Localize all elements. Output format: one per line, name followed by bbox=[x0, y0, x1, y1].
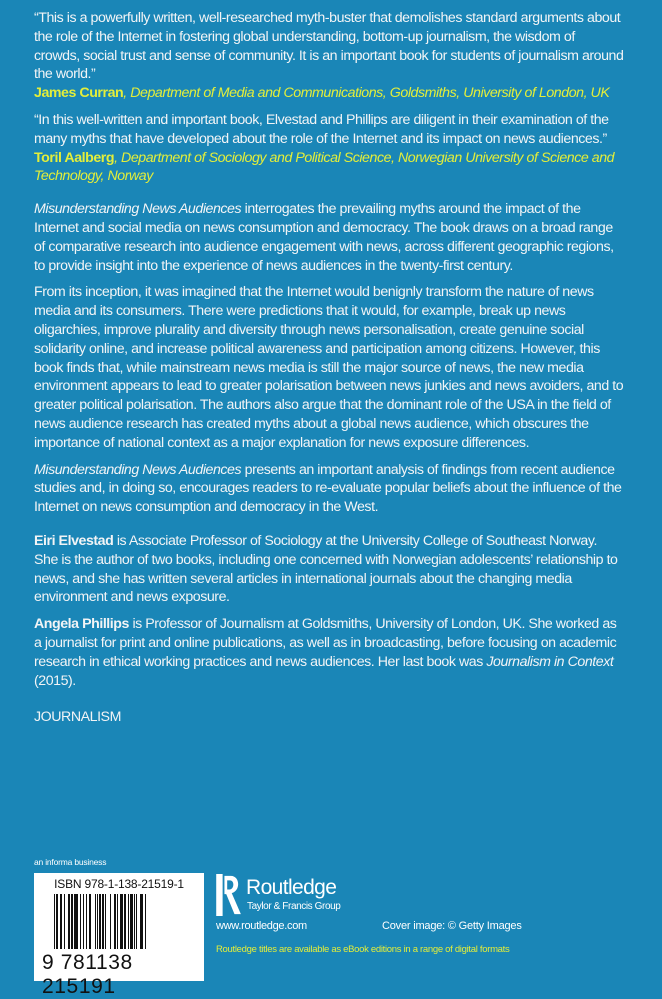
routledge-r-icon bbox=[216, 874, 242, 916]
barcode-gap bbox=[146, 894, 147, 949]
cover-credit: Cover image: © Getty Images bbox=[382, 920, 522, 932]
barcode-bars bbox=[54, 894, 189, 949]
quote-1 bbox=[34, 9, 624, 103]
book-title: Misunderstanding News Audiences bbox=[34, 461, 242, 478]
description-p2-text: From its inception, it was imagined that the Internet would benignly transform the nature of news media and its consumers. There were predictions that it would, for example, break up news oligarchies, improve plurality and diversity through news personalisation, create genuine social solidarity online, and increase political awareness and participation among citizens. However, this book finds that, while mainstream news media is still the major source of news, the new media environment appears to lead to greater polarisation between news junkies and news avoiders, and to greater political polarisation. The authors also argue that the dominant role of the USA in the field of news audience research has created myths about a global news audience, which obscures the importance of national context as a major explanation for news exposure differences. bbox=[34, 284, 624, 451]
ebook-note: Routledge titles are available as eBook editions in a range of digital formats bbox=[216, 944, 510, 955]
isbn-text: ISBN 978-1-138-21519-1 bbox=[54, 877, 184, 891]
informa-tagline: an informa business bbox=[34, 857, 107, 867]
description-p3 bbox=[34, 461, 624, 517]
routledge-logo bbox=[216, 874, 366, 918]
description-p3-text: presents an important analysis of findings from recent audience studies and, in doing so, encourages readers to re-evaluate popular beliefs about the influence of the Internet on news consumption and democracy in the West. bbox=[34, 461, 622, 516]
author-bio-2 bbox=[34, 615, 624, 690]
quote-1-affiliation: , Department of Media and Communications, Goldsmiths, University of London, UK bbox=[123, 85, 610, 102]
quote-1-text: “This is a powerfully written, well-researched myth-buster that demolishes standard arguments about the role of the Internet in fostering global understanding, bottom-up journalism, the wisdom of crowds, social trust and sense of community. It is an important book for students of journalism around the world.” bbox=[34, 10, 624, 83]
book-title: Misunderstanding News Audiences bbox=[34, 201, 242, 218]
publisher-group: Taylor & Francis Group bbox=[247, 901, 341, 912]
quote-1-author: James Curran bbox=[34, 85, 124, 102]
author-bio-1 bbox=[34, 532, 624, 607]
barcode-digits: 9 781138 215191 bbox=[42, 951, 133, 998]
author-bio-text: is Professor of Journalism at Goldsmiths, University of London, UK. She worked as a journalist for print and online publications, as well as in broadcasting, before focusing on academic research in ethical working practices and news audiences. Her last book was bbox=[34, 616, 617, 670]
description-p1 bbox=[34, 200, 624, 275]
publisher-name: Routledge bbox=[246, 876, 337, 899]
quote-2-author: Toril Aalberg bbox=[34, 149, 115, 166]
description-p2 bbox=[34, 283, 624, 452]
description-p1-text: interrogates the prevailing myths around the impact of the Internet and social media on news consumption and democracy. The book draws on a broad range of comparative research into audience engagement with news, across different geographic regions, to provide insight into the experience of news audiences in the twenty-first century. bbox=[34, 201, 614, 274]
author-name: Eiri Elvestad bbox=[34, 532, 114, 549]
isbn-barcode bbox=[34, 873, 204, 998]
subject-category: JOURNALISM bbox=[34, 709, 121, 726]
back-cover-text bbox=[34, 9, 624, 727]
author-bio-text: is Associate Professor of Sociology at the University College of Southeast Norway. She is the author of two books, including one concerned with Norwegian adolescents’ relationship to news, and she has written several articles in international journals about the changing media environment and news exposure. bbox=[34, 532, 618, 606]
quote-2 bbox=[34, 111, 624, 186]
quote-2-text: “In this well-written and important book, Elvestad and Phillips are diligent in their examination of the many myths that have developed about the role of the Internet and its impact on news audiences.” bbox=[34, 111, 609, 147]
publisher-website[interactable]: www.routledge.com bbox=[216, 920, 307, 932]
author-name: Angela Phillips bbox=[34, 616, 129, 633]
author-book-year: (2015). bbox=[34, 672, 76, 689]
quote-2-affiliation: , Department of Sociology and Political Science, Norwegian University of Science and Technology, Norway bbox=[34, 149, 615, 185]
author-book-title: Journalism in Context bbox=[486, 653, 614, 670]
